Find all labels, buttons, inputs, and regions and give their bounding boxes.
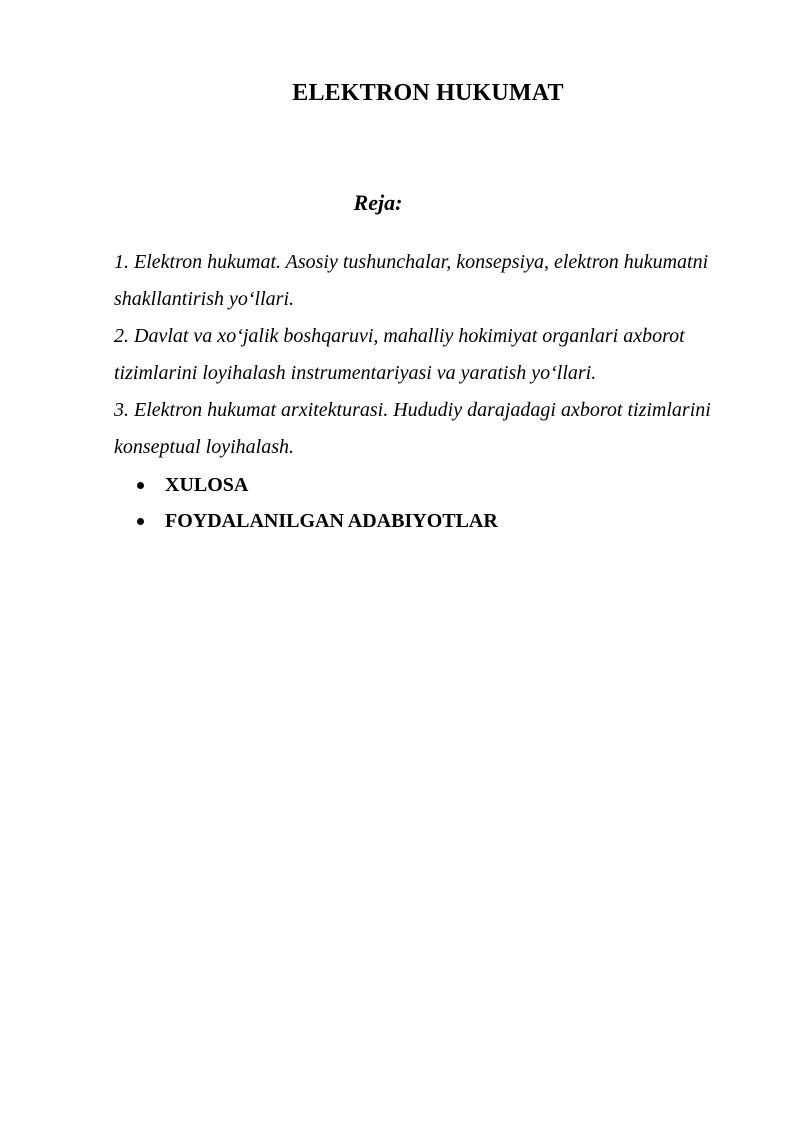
plan-item-number: 1. (114, 251, 129, 273)
plan-item-text: Davlat va xo‘jalik boshqaruvi, mahalliy hokimiyat organlari axborot tizimlarini loyihalash instrumentariyasi va yaratish yo‘llari. (114, 325, 685, 384)
document-title: ELEKTRON HUKUMAT (292, 80, 564, 106)
conclusion-bullets (134, 467, 498, 539)
bullet-icon (137, 482, 144, 489)
plan-item-2 (114, 318, 744, 392)
plan-item-number: 2. (114, 325, 129, 347)
plan-item-1 (114, 244, 744, 318)
plan-item-text: Elektron hukumat arxitekturasi. Hududiy darajadagi axborot tizimlarini konseptual loyihalash. (114, 399, 711, 458)
plan-item-number: 3. (114, 399, 129, 421)
bullet-label: FOYDALANILGAN ADABIYOTLAR (165, 509, 498, 532)
bullet-icon (137, 518, 144, 525)
plan-list (114, 244, 744, 466)
bullet-item-references (134, 503, 498, 539)
bullet-label: XULOSA (165, 473, 249, 496)
plan-heading: Reja: (353, 190, 403, 215)
plan-item-3 (114, 392, 744, 466)
plan-item-text: Elektron hukumat. Asosiy tushunchalar, konsepsiya, elektron hukumatni shakllantirish yo‘llari. (114, 251, 709, 310)
bullet-item-conclusion (134, 467, 498, 503)
